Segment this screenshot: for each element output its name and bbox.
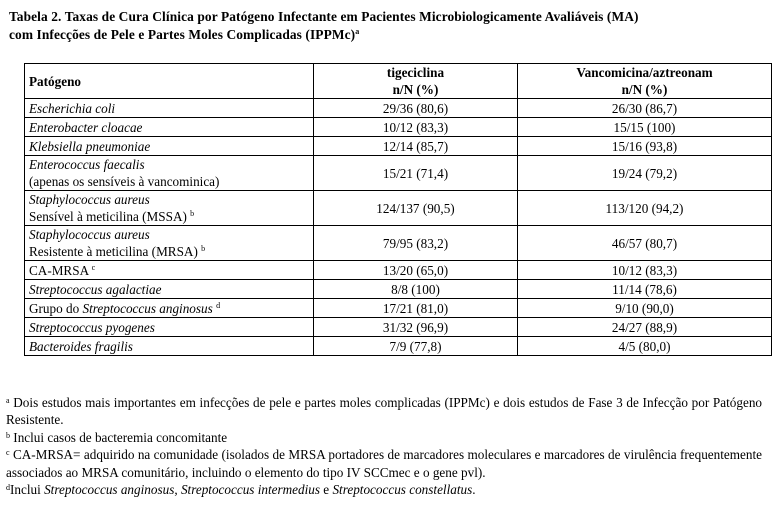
footnote-a-marker: a: [6, 396, 10, 405]
footnotes: [6, 394, 762, 498]
pathogen-qualifier-text: Resistente à meticilina (MRSA): [29, 244, 198, 259]
header-vancomycin-unit: n/N (%): [621, 82, 668, 97]
pathogen-cell: [25, 226, 314, 261]
pathogen-cell: [25, 137, 314, 156]
header-vancomycin-name: Vancomicina/aztreonam: [576, 65, 713, 80]
tigecycline-value: 31/32 (96,9): [314, 318, 518, 337]
footnote-d-end: .: [472, 482, 476, 498]
header-vancomycin: [518, 64, 772, 99]
vancomycin-value: 15/16 (93,8): [518, 137, 772, 156]
header-tigecycline: [314, 64, 518, 99]
vancomycin-value: 10/12 (83,3): [518, 261, 772, 280]
tigecycline-value: 29/36 (80,6): [314, 99, 518, 118]
pathogen-qualifier-text: Sensível à meticilina (MSSA): [29, 209, 187, 224]
tigecycline-value: 7/9 (77,8): [314, 337, 518, 356]
footnote-d-species-1: Streptococcus anginosus: [44, 482, 175, 498]
table-row: [25, 156, 772, 191]
header-tigecycline-name: tigeciclina: [386, 65, 445, 80]
pathogen-cell: [25, 299, 314, 318]
table-caption: [9, 8, 769, 44]
pathogen-cell: [25, 191, 314, 226]
footnote-marker: d: [216, 300, 221, 310]
tigecycline-value: 13/20 (65,0): [314, 261, 518, 280]
pathogen-cell: [25, 118, 314, 137]
footnote-d-prefix: Inclui: [10, 482, 41, 498]
pathogen-name: Escherichia coli: [29, 100, 116, 116]
pathogen-name: Streptococcus anginosus: [82, 300, 213, 316]
pathogen-cell: [25, 99, 314, 118]
pathogen-name: Staphylococcus aureus: [29, 192, 150, 207]
footnote-d: [6, 481, 762, 498]
table-row: [25, 226, 772, 261]
tigecycline-value: 79/95 (83,2): [314, 226, 518, 261]
pathogen-qualifier: (apenas os sensíveis à vancominica): [29, 174, 220, 189]
vancomycin-value: 9/10 (90,0): [518, 299, 772, 318]
caption-line-1: Tabela 2. Taxas de Cura Clínica por Patógeno Infectante em Pacientes Microbiologicamente Avaliáveis (MA): [9, 9, 639, 24]
vancomycin-value: 11/14 (78,6): [518, 280, 772, 299]
footnote-d-sep-2: e: [323, 482, 330, 498]
footnote-a: [6, 394, 762, 429]
tigecycline-value: 17/21 (81,0): [314, 299, 518, 318]
pathogen-name: Enterococcus faecalis: [29, 157, 145, 172]
table-row: [25, 299, 772, 318]
pathogen-name: Klebsiella pneumoniae: [29, 138, 151, 154]
table-row: [25, 337, 772, 356]
tigecycline-value: 8/8 (100): [314, 280, 518, 299]
table-row: [25, 191, 772, 226]
pathogen-cell: [25, 261, 314, 280]
table-header-row: [25, 64, 772, 99]
footnote-marker: b: [190, 209, 195, 218]
tigecycline-value: 124/137 (90,5): [314, 191, 518, 226]
pathogen-prefix: Grupo do: [29, 300, 80, 316]
pathogen-cell: [25, 156, 314, 191]
pathogen-cell: [25, 318, 314, 337]
footnote-marker: c: [91, 262, 96, 272]
tigecycline-value: 12/14 (85,7): [314, 137, 518, 156]
pathogen-cell: [25, 280, 314, 299]
vancomycin-value: 4/5 (80,0): [518, 337, 772, 356]
footnote-b: [6, 429, 762, 446]
table-row: [25, 318, 772, 337]
footnote-c-marker: c: [6, 448, 10, 458]
footnote-c-text: CA-MRSA= adquirido na comunidade (isolados de MRSA portadores de marcadores moleculares e marcadores de virulência frequentemente associados ao MRSA comunitário, incluindo o elemento do tipo IV SCCmec e o gene pvl).: [6, 447, 762, 480]
vancomycin-value: 26/30 (86,7): [518, 99, 772, 118]
pathogen-qualifier: [29, 208, 309, 225]
pathogen-qualifier: [29, 243, 309, 260]
table-row: [25, 99, 772, 118]
footnote-d-sep-1: ,: [174, 482, 178, 498]
vancomycin-value: 113/120 (94,2): [518, 191, 772, 226]
footnote-marker: b: [201, 244, 206, 253]
footnote-d-species-2: Streptococcus intermedius: [180, 482, 320, 498]
pathogen-name: Enterobacter cloacae: [29, 119, 143, 135]
vancomycin-value: 19/24 (79,2): [518, 156, 772, 191]
pathogen-name: Streptococcus pyogenes: [29, 319, 155, 335]
footnote-a-text: Dois estudos mais importantes em infecções de pele e partes moles complicadas (IPPMc) e dois estudos de Fase 3 de Infecção por Patógeno Resistente.: [6, 395, 763, 428]
pathogen-name: Streptococcus agalactiae: [29, 281, 162, 297]
header-tigecycline-unit: n/N (%): [392, 82, 439, 97]
caption-line-2-text: com Infecções de Pele e Partes Moles Complicadas (IPPMc): [9, 27, 356, 42]
tigecycline-value: 10/12 (83,3): [314, 118, 518, 137]
caption-footnote-marker: a: [355, 27, 360, 36]
vancomycin-value: 24/27 (88,9): [518, 318, 772, 337]
table-row: [25, 280, 772, 299]
table-row: [25, 118, 772, 137]
cure-rates-table: [24, 63, 772, 356]
vancomycin-value: 15/15 (100): [518, 118, 772, 137]
header-pathogen: Patógeno: [25, 64, 314, 99]
footnote-d-marker: d: [6, 483, 10, 493]
pathogen-name: CA-MRSA: [29, 262, 89, 278]
pathogen-cell: [25, 337, 314, 356]
pathogen-name: Bacteroides fragilis: [29, 338, 133, 354]
vancomycin-value: 46/57 (80,7): [518, 226, 772, 261]
footnote-d-species-3: Streptococcus constellatus: [332, 482, 473, 498]
table-row: [25, 137, 772, 156]
pathogen-name: Staphylococcus aureus: [29, 227, 150, 242]
caption-line-2: [9, 26, 769, 44]
footnote-b-text: Inclui casos de bacteremia concomitante: [13, 429, 228, 445]
footnote-c: [6, 446, 762, 481]
table-row: [25, 261, 772, 280]
tigecycline-value: 15/21 (71,4): [314, 156, 518, 191]
footnote-b-marker: b: [6, 430, 10, 440]
